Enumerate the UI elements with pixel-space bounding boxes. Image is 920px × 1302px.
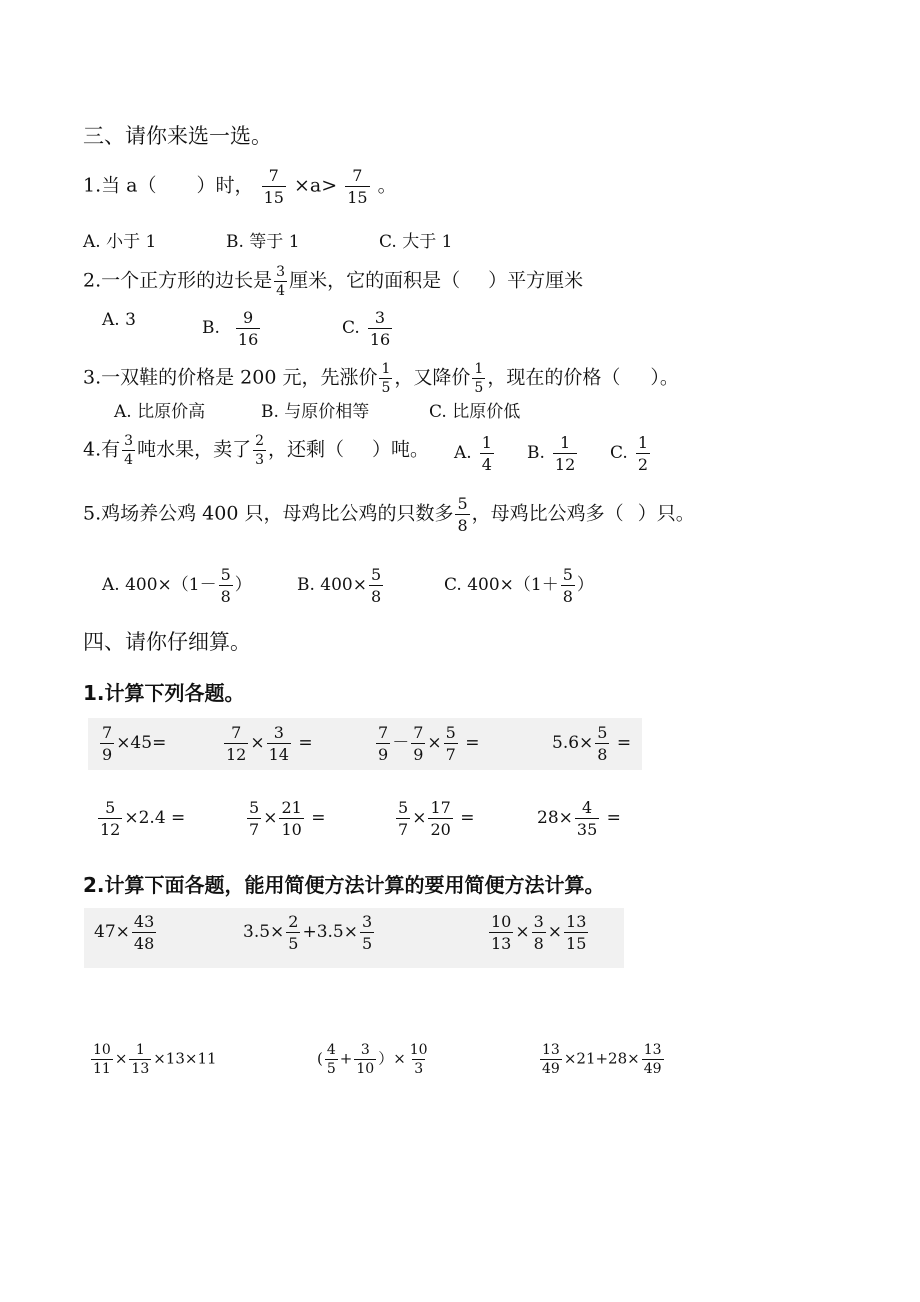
q1-option-a: A. 小于 1	[83, 232, 157, 252]
q2-option-b-fraction: $\frac{9}{16}$	[237, 308, 259, 349]
q3-option-a: A. 比原价高	[114, 402, 206, 422]
q2-option-b: B. $\frac{9}{16}$	[202, 308, 259, 349]
q1-suffix: ）时，	[196, 174, 254, 197]
calc-1-5: $\frac{5}{12}$ ×2.4 =	[100, 798, 186, 839]
q5-mid: ，母鸡比公鸡多（	[471, 502, 624, 525]
q3-option-b: B. 与原价相等	[261, 402, 370, 422]
q4-option-b: B. $\frac{1}{12}$	[527, 433, 576, 474]
q2-end: ）平方厘米	[488, 269, 584, 292]
q4-option-c-fraction: $\frac{1}{2}$	[637, 433, 648, 474]
q3-fraction-2: $\frac{1}{5}$	[474, 361, 484, 396]
q3-fraction-1: $\frac{1}{5}$	[381, 361, 391, 396]
q5-option-a-fraction: $\frac{5}{8}$	[220, 565, 231, 606]
section-3-title: 三、请你来选一选。	[83, 124, 272, 148]
q1-mid: ×a>	[293, 174, 338, 197]
question-1	[83, 166, 397, 207]
q1-fraction-1: $\frac{7}{15}$	[263, 166, 284, 207]
calc-1-2: $\frac{7}{12}$ × $\frac{3}{14}$ =	[226, 723, 313, 764]
calc-1-7: $\frac{5}{7}$ × $\frac{17}{20}$ =	[398, 798, 475, 839]
q5-option-a: A. 400×（1－ $\frac{5}{8}$ ）	[102, 565, 252, 606]
question-3	[83, 361, 679, 396]
q2-option-c: C. $\frac{3}{16}$	[342, 308, 391, 349]
part-2-title: 2.计算下面各题，能用简便方法计算的要用简便方法计算。	[83, 873, 605, 897]
q3-prefix: 3.一双鞋的价格是 200 元，先涨价	[83, 366, 378, 389]
q4-mid: 吨水果，卖了	[137, 438, 252, 461]
calc-2-5: ( $\frac{4}{5}$ + $\frac{3}{10}$ ）× $\frac{10}{3}$	[317, 1042, 428, 1077]
part-1-title: 1.计算下列各题。	[83, 681, 245, 705]
q1-option-c: C. 大于 1	[379, 232, 453, 252]
q2-prefix: 2.一个正方形的边长是	[83, 269, 273, 292]
q5-end: ）只。	[637, 502, 695, 525]
calc-2-1: 47× $\frac{43}{48}$	[94, 912, 155, 953]
q4-option-a-fraction: $\frac{1}{4}$	[481, 433, 492, 474]
calc-1-6: $\frac{5}{7}$ × $\frac{21}{10}$ =	[249, 798, 326, 839]
calc-1-1: $\frac{7}{9}$ ×45=	[102, 723, 167, 764]
q3-option-c: C. 比原价低	[429, 402, 521, 422]
q4-mid2: ，还剩（	[268, 438, 345, 461]
q5-fraction: $\frac{5}{8}$	[457, 494, 468, 535]
q5-option-b: B. 400× $\frac{5}{8}$	[297, 565, 382, 606]
q4-fraction-2: $\frac{2}{3}$	[255, 433, 264, 468]
q4-fraction-1: $\frac{3}{4}$	[124, 433, 134, 468]
question-2	[83, 264, 583, 299]
q1-option-b: B. 等于 1	[226, 232, 300, 252]
q1-prefix: 1.当 a（	[83, 174, 157, 197]
q4-prefix: 4.有	[83, 438, 121, 461]
calc-2-6: $\frac{13}{49}$ ×21+28× $\frac{13}{49}$	[542, 1042, 662, 1077]
q2-option-a: A. 3	[102, 310, 136, 330]
q4-option-b-fraction: $\frac{1}{12}$	[554, 433, 576, 474]
calc-1-4: 5.6× $\frac{5}{8}$ =	[552, 723, 632, 764]
q4-end: ）吨。	[372, 438, 430, 461]
calc-2-3: $\frac{10}{13}$ × $\frac{3}{8}$ × $\frac{13}{15}$	[491, 912, 587, 953]
q5-option-c-fraction: $\frac{5}{8}$	[562, 565, 573, 606]
q5-prefix: 5.鸡场养公鸡 400 只，母鸡比公鸡的只数多	[83, 502, 454, 525]
q3-end: ，现在的价格（	[487, 366, 621, 389]
question-4	[83, 433, 429, 468]
q4-option-a: A. $\frac{1}{4}$	[454, 433, 492, 474]
calc-1-8: 28× $\frac{4}{35}$ =	[537, 798, 621, 839]
q5-option-b-fraction: $\frac{5}{8}$	[371, 565, 382, 606]
q3-close: ）。	[650, 366, 679, 389]
calc-2-2: 3.5× $\frac{2}{5}$ +3.5× $\frac{3}{5}$	[243, 912, 373, 953]
calc-2-4: $\frac{10}{11}$ × $\frac{1}{13}$ ×13×11	[93, 1042, 217, 1077]
q3-mid: ，又降价	[394, 366, 471, 389]
q5-option-c: C. 400×（1＋ $\frac{5}{8}$ ）	[444, 565, 594, 606]
question-5	[83, 494, 695, 535]
q2-fraction: $\frac{3}{4}$	[276, 264, 286, 299]
section-4-title: 四、请你仔细算。	[83, 630, 251, 654]
calc-1-3: $\frac{7}{9}$ － $\frac{7}{9}$ × $\frac{5}{7}$ =	[378, 723, 480, 764]
q2-option-c-fraction: $\frac{3}{16}$	[369, 308, 391, 349]
q1-fraction-2: $\frac{7}{15}$	[347, 166, 368, 207]
q1-end: 。	[377, 174, 397, 197]
q4-option-c: C. $\frac{1}{2}$	[610, 433, 648, 474]
q2-mid: 厘米，它的面积是（	[289, 269, 461, 292]
